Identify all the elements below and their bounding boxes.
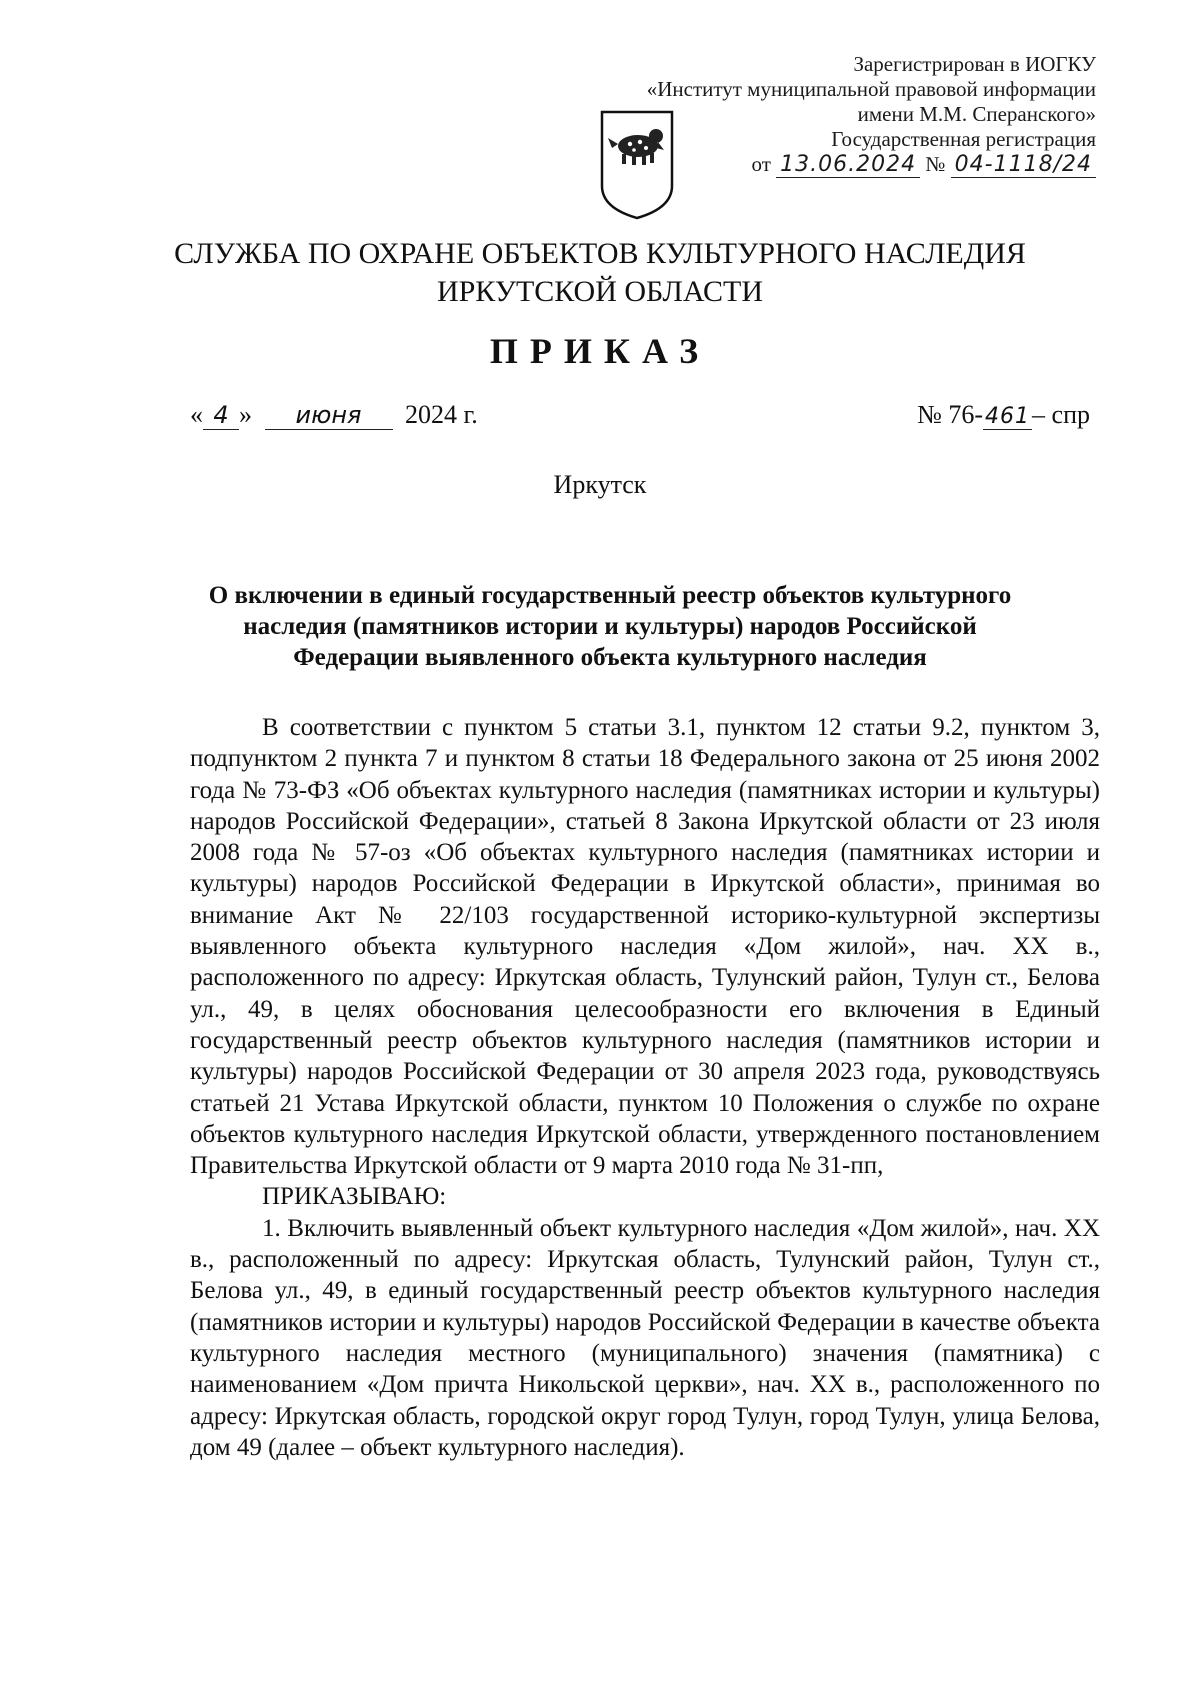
order-number-prefix: № 76-: [917, 400, 984, 429]
date-month: июня: [265, 401, 393, 430]
city: Иркутск: [553, 470, 647, 499]
order-date: [190, 400, 478, 430]
agency-name-line-2: ИРКУТСКОЙ ОБЛАСТИ: [436, 275, 764, 308]
registration-line-2: «Институт муниципальной правовой информации: [646, 77, 1096, 101]
registration-line-1: Зарегистрирован в ИОГКУ: [853, 52, 1096, 76]
registration-line-4: Государственная регистрация: [831, 127, 1096, 151]
registration-date-value: 13.06.2024: [776, 152, 920, 178]
agency-name: [0, 235, 1200, 311]
date-open-quote: «: [190, 400, 203, 429]
date-close-quote: »: [239, 400, 252, 429]
document-title: О включении в единый государственный реестр объектов культурного наследия (памятников истории и культуры) народов Российской Федерации выявленного объекта культурного наследия: [208, 582, 1012, 671]
date-year: 2024 г.: [405, 400, 478, 429]
order-number-suffix: – спр: [1032, 400, 1090, 429]
registration-number-value: 04-1118/24: [951, 152, 1096, 178]
irkutsk-coat-of-arms-icon: [598, 108, 676, 222]
date-day: 4: [203, 401, 239, 430]
registration-line-3: имени М.М. Сперанского»: [857, 102, 1096, 126]
preamble-paragraph: В соответствии с пунктом 5 статьи 3.1, пунктом 12 статьи 9.2, пунктом 3, подпунктом 2 пункта 7 и пунктом 8 статьи 18 Федерального закона от 25 июня 2002 года № 73-ФЗ «Об объектах культурного наследия (памятниках истории и культуры) народов Российской Федерации», статьей 8 Закона Иркутской области от 23 июля 2008 года № 57-оз «Об объектах культурного наследия (памятниках истории и культуры) народов Российской Федерации в Иркутской области», принимая во внимание Акт № 22/103 государственной историко-культурной экспертизы выявленного объекта культурного наследия «Дом жилой», нач. XX в., расположенного по адресу: Иркутская область, Тулунский район, Тулун ст., Белова ул., 49, в целях обоснования целесообразности его включения в Единый государственный реестр объектов культурного наследия (памятников истории и культуры) народов Российской Федерации от 30 апреля 2023 года, руководствуясь статьей 21 Устава Иркутской области, пунктом 10 Положения о службе по охране объектов культурного наследия Иркутской области, утвержденного постановлением Правительства Иркутской области от 9 марта 2010 года № 31-пп,: [190, 714, 1100, 1180]
order-word: ПРИКАЗЫВАЮ:: [262, 1183, 447, 1211]
registration-date-prefix: от: [751, 152, 771, 176]
order-number-handwritten: 461: [985, 404, 1031, 429]
agency-name-line-1: СЛУЖБА ПО ОХРАНЕ ОБЪЕКТОВ КУЛЬТУРНОГО НАСЛЕДИЯ: [174, 237, 1026, 270]
order-item-1: 1. Включить выявленный объект культурного наследия «Дом жилой», нач. XX в., расположенный по адресу: Иркутская область, Тулунский район, Тулун ст., Белова ул., 49, в единый государственный реестр объектов культурного наследия (памятников истории и культуры) народов Российской Федерации в качестве объекта культурного наследия местного (муниципального) значения (памятника) с наименованием «Дом причта Никольской церкви», нач. XX в., расположенного по адресу: Иркутская область, городской округ город Тулун, город Тулун, улица Белова, дом 49 (далее – объект культурного наследия).: [190, 1214, 1100, 1461]
document-body: [190, 712, 1100, 1463]
document-type-heading: ПРИКАЗ: [489, 331, 711, 371]
order-number: [917, 400, 1090, 430]
registration-number-prefix: №: [925, 152, 946, 176]
